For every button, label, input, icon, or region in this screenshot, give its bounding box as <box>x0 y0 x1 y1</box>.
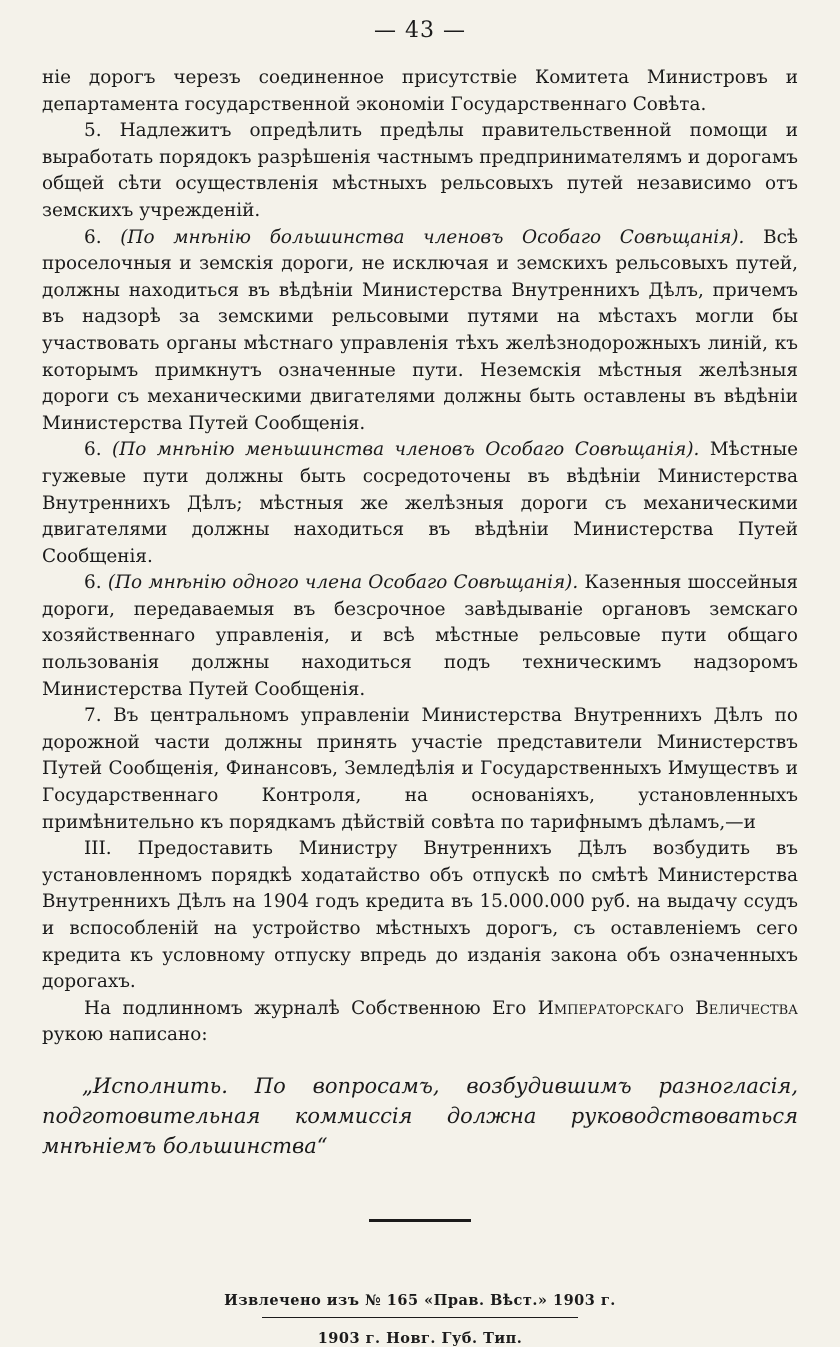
imperial-resolution: „Исполнить. По вопросамъ, возбудившимъ разногласія, подготовительная коммиссія должна руководствоваться мнѣніемъ большинства“ <box>42 1073 798 1158</box>
signature-intro-after: рукою написано: <box>42 1024 208 1046</box>
paragraph-text: Въ центральномъ управленіи Министерства Внутреннихъ Дѣлъ по дорожной части должны принять участіе представители Министерствъ Путей Сообщенія, Финансовъ, Земледѣлія и Государственныхъ Имуществъ и Государственнаго Контроля, на основаніяхъ, установленныхъ примѣнительно къ порядкамъ дѣйствій совѣта по тарифнымъ дѣламъ,—и <box>42 705 798 833</box>
signature-intro <box>42 996 798 1049</box>
paragraph-text: Всѣ проселочныя и земскія дороги, не исключая и земскихъ рельсовыхъ путей, должны находиться въ вѣдѣніи Министерства Внутреннихъ Дѣлъ, причемъ въ надзорѣ за земскими рельсовыми путями на мѣстахъ могли бы участвовать органы мѣстнаго управленія тѣхъ желѣзнодорожныхъ линій, къ которымъ примкнутъ означенные пути. Неземскія мѣстныя желѣзныя дороги съ механическими двигателями должны быть оставлены въ вѣдѣніи Министерства Путей Сообщенія. <box>42 226 798 434</box>
document-page <box>42 18 798 1347</box>
paragraph-item-5 <box>42 118 798 224</box>
body-text <box>42 65 798 1049</box>
paragraph-opinion: (По мнѣнію одного члена Особаго Совѣщанія). <box>107 572 579 594</box>
paragraph-number: 7. <box>84 705 114 727</box>
section-divider <box>369 1219 471 1222</box>
paragraph-text: Предоставить Министру Внутреннихъ Дѣлъ возбудить въ установленномъ порядкѣ ходатайство объ отпускѣ по смѣтѣ Министерства Внутреннихъ Дѣлъ на 1904 годъ кредита въ 15.000.000 руб. на выдачу ссудъ и вспособленій на устройство мѣстныхъ дорогъ, съ оставленіемъ сего кредита къ условному отпуску впредь до изданія закона объ означенныхъ дорогахъ. <box>42 838 798 993</box>
paragraph-item-iii <box>42 836 798 996</box>
paragraph-number: III. <box>84 838 138 860</box>
paragraph-item-6-majority <box>42 225 798 438</box>
paragraph-opinion: (По мнѣнію меньшинства членовъ Особаго Совѣщанія). <box>112 439 700 461</box>
paragraph-item-7 <box>42 703 798 836</box>
paragraph-item-6-single-member <box>42 570 798 703</box>
page-number: — 43 — <box>374 18 466 43</box>
signature-intro-before: На подлинномъ журналѣ Собственною Его <box>84 997 538 1019</box>
paragraph-text: Мѣстные гужевые пути должны быть сосредоточены въ вѣдѣніи Министерства Внутреннихъ Дѣлъ; мѣстныя же желѣзныя дороги съ механическими двигателями должны находиться въ вѣдѣніи Министерства Путей Сообщенія. <box>42 439 798 567</box>
paragraph-text: Надлежитъ опредѣлить предѣлы правительственной помощи и выработать порядокъ разрѣшенія частнымъ предпринимателямъ и дорогамъ общей сѣти осуществленія мѣстныхъ рельсовыхъ путей независимо отъ земскихъ учрежденій. <box>42 120 798 221</box>
footer-divider <box>262 1317 578 1319</box>
signature-intro-title: Императорскаго Величества <box>537 997 798 1019</box>
printer-note: 1903 г. Новг. Губ. Тип. <box>317 1330 523 1347</box>
paragraph-text: Казенныя шоссейныя дороги, передаваемыя въ безсрочное завѣдываніе органовъ земскаго хозяйственнаго управленія, и всѣ мѣстные рельсовые пути общаго пользованія должны находиться подъ техническимъ надзоромъ Министерства Путей Сообщенія. <box>42 572 798 700</box>
paragraph-continuation <box>42 65 798 118</box>
paragraph-number: 6. <box>84 226 121 248</box>
paragraph-opinion: (По мнѣнію большинства членовъ Особаго Совѣщанія). <box>120 226 745 248</box>
extract-note: Извлечено изъ № 165 «Прав. Вѣст.» 1903 г. <box>224 1291 616 1309</box>
paragraph-number: 6. <box>84 439 113 461</box>
paragraph-number: 5. <box>84 120 120 142</box>
paragraph-text: ніе дорогъ черезъ соединенное присутствіе Комитета Министровъ и департамента государственной экономіи Государственнаго Совѣта. <box>42 67 798 115</box>
paragraph-item-6-minority <box>42 437 798 570</box>
paragraph-number: 6. <box>84 572 108 594</box>
